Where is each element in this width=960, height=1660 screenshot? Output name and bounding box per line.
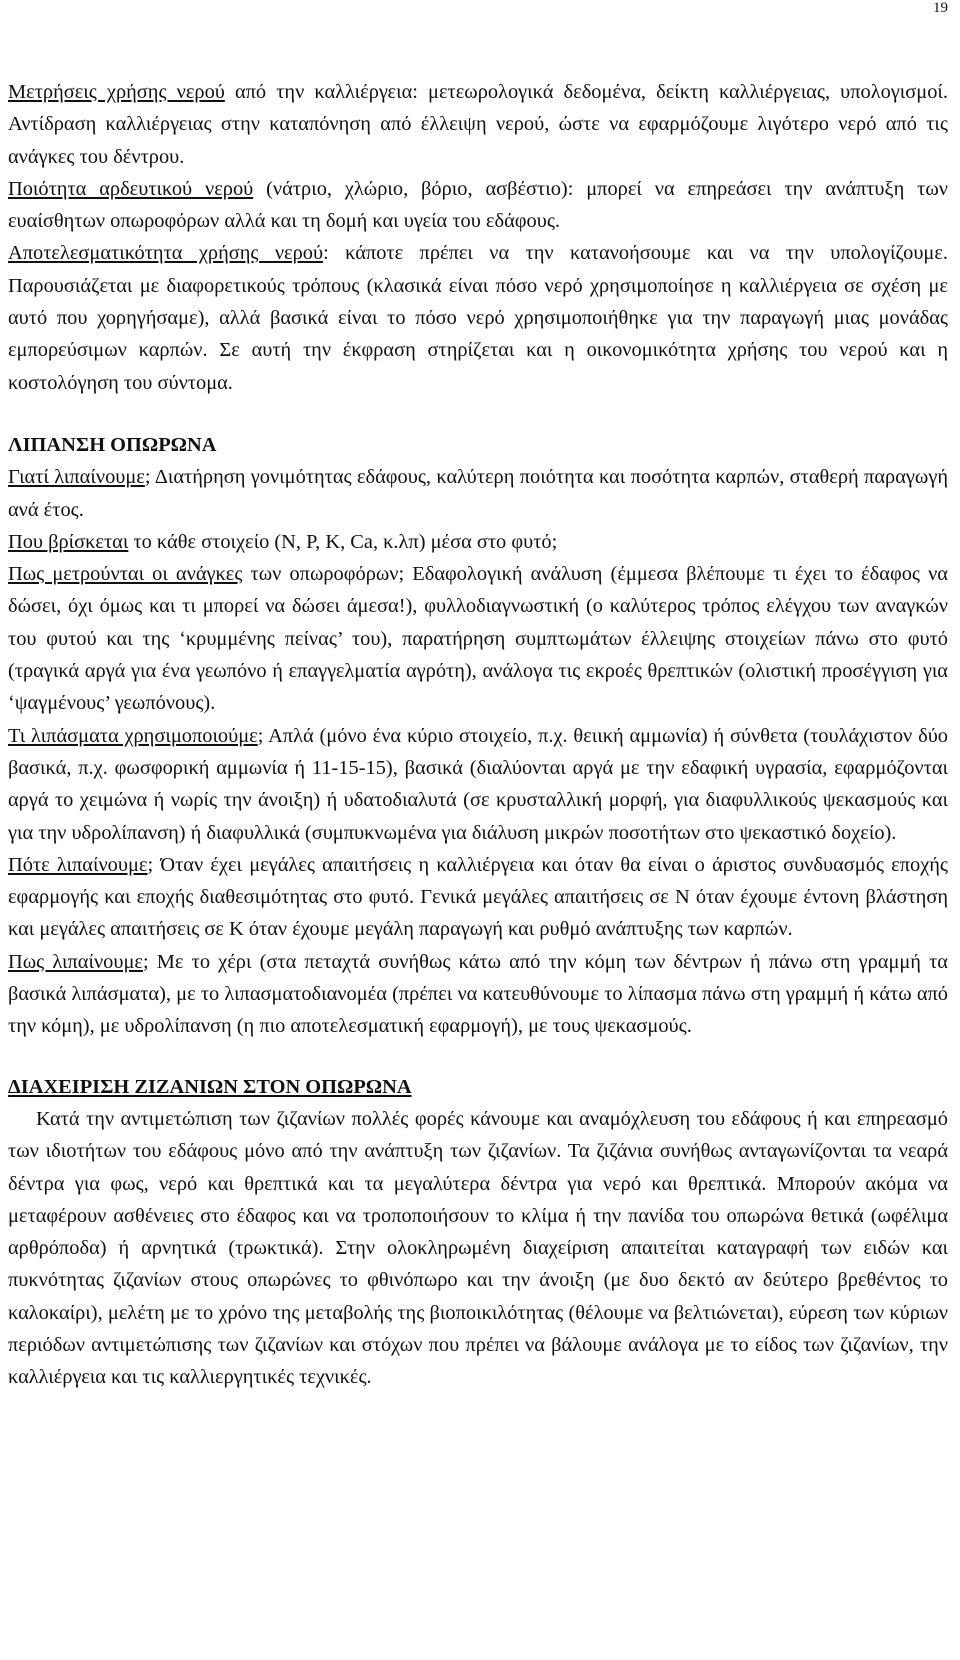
paragraph: [8, 76, 948, 173]
paragraph-text: των οπωροφόρων; Εδαφολογική ανάλυση (έμμεσα βλέπουμε τι έχει το έδαφος να δώσει, όχι όμως και τι μπορεί να δώσει άμεσα!), φυλλοδιαγνωστική (ο καλύτερος τρόπος ελέγχου των αναγκών του φυτού και της ‘κρυμμένης πείνας’ του), παρατήρηση συμπτωμάτων έλλειψης στοιχείων πάνω στο φυτό (τραγικά αργά για ένα γεωπόνο ή επαγγελματία αγρότη), ανάλογα τις εκροές θρεπτικών (ολιστική προσέγγιση για ‘ψαγμένους’ γεωπόνους).: [8, 563, 948, 715]
weed-management-section: [8, 1071, 948, 1394]
underlined-term: Πως μετρούνται οι ανάγκες: [8, 563, 243, 586]
underlined-term: Που βρίσκεται: [8, 530, 129, 553]
underlined-term: Ποιότητα αρδευτικού νερού: [8, 177, 254, 200]
page-number: 19: [933, 0, 948, 16]
page-content: [8, 76, 948, 1394]
paragraph-text: ; Όταν έχει μεγάλες απαιτήσεις η καλλιέργεια και όταν θα είναι ο άριστος συνδυασμός εποχής εφαρμογής και εποχής διαθεσιμότητας στο φυτό. Γενικά μεγάλες απαιτήσεις σε Ν όταν έχουμε έντονη βλάστηση και μεγάλες απαιτήσεις σε Κ όταν έχουμε μεγάλη παραγωγή και ρυθμό ανάπτυξης των καρπών.: [8, 853, 948, 941]
fertilization-section: [8, 429, 948, 1043]
paragraph: [8, 237, 948, 398]
paragraph: [8, 461, 948, 526]
paragraph-text: ; Διατήρηση γονιμότητας εδάφους, καλύτερη ποιότητα και ποσότητα καρπών, σταθερή παραγωγή ανά έτος.: [8, 466, 948, 521]
paragraph: [8, 849, 948, 946]
paragraph: [8, 526, 948, 558]
underlined-term: Μετρήσεις χρήσης νερού: [8, 81, 225, 103]
paragraph: [8, 946, 948, 1043]
paragraph: [8, 173, 948, 238]
paragraph: [8, 558, 948, 719]
section-heading: ΔΙΑΧΕΙΡΙΣΗ ΖΙΖΑΝΙΩΝ ΣΤΟΝ ΟΠΩΡΩΝΑ: [8, 1075, 412, 1098]
paragraph-text: ; Απλά (μόνο ένα κύριο στοιχείο, π.χ. θειική αμμωνία) ή σύνθετα (τουλάχιστον δύο βασικά, π.χ. φωσφορική αμμωνία ή 11-15-15), βασικά (διαλύονται αργά με την εδαφική υγρασία, εφαρμόζονται αργά το χειμώνα ή νωρίς την άνοιξη) ή υδατοδιαλυτά (σε κρυσταλλική μορφή, για διαφυλλικούς ψεκασμούς και για την υδρολίπανση) ή διαφυλλικά (συμπυκνωμένα για διάλυση μικρών ποσοτήτων στο ψεκαστικό δοχείο).: [8, 724, 948, 844]
paragraph-text: ; Με το χέρι (στα πεταχτά συνήθως κάτω από την κόμη των δέντρων ή πάνω στη γραμμή τα βασικά λιπάσματα), με το λιπασματοδιανομέα (πρέπει να κατευθύνουμε το λίπασμα πάνω στη γραμμή ή κάτω από την κόμη), με υδρολίπανση (η πιο αποτελεσματική εφαρμογή), με τους ψεκασμούς.: [8, 950, 948, 1038]
underlined-term: Πότε λιπαίνουμε: [8, 853, 148, 876]
paragraph: [8, 720, 948, 849]
underlined-term: Τι λιπάσματα χρησιμοποιούμε: [8, 724, 258, 747]
paragraph-text: το κάθε στοιχείο (N, P, K, Ca, κ.λπ) μέσα στο φυτό;: [128, 530, 558, 553]
underlined-term: Γιατί λιπαίνουμε: [8, 466, 145, 489]
paragraph-text: (νάτριο, χλώριο, βόριο, ασβέστιο): μπορεί να επηρεάσει την ανάπτυξη των ευαίσθητων οπωροφόρων αλλά και τη δομή και υγεία του εδάφους.: [8, 177, 948, 233]
paragraph: Κατά την αντιμετώπιση των ζιζανίων πολλές φορές κάνουμε και αναμόχλευση του εδάφους ή και επηρεασμό των ιδιοτήτων του εδάφους μόνο από την ανάπτυξη των ζιζανίων. Τα ζιζάνια συνήθως ανταγωνίζονται τα νεαρά δέντρα για φως, νερό και θρεπτικά και τα μεγαλύτερα δέντρα για νερό και θρεπτικά. Μπορούν ακόμα να μεταφέρουν ασθένειες στο έδαφος και να τροποποιήσουν το κλίμα ή την πανίδα του οπωρώνα θετικά (ωφέλιμα αρθρόποδα) ή αρνητικά (τρωκτικά). Στην ολοκληρωμένη διαχείριση απαιτείται καταγραφή των ειδών και πυκνότητας ζιζανίων στους οπωρώνες το φθινόπωρο και την άνοιξη (με δυο δεκτό αν δεύτερο βρεθέντος το καλοκαίρι), μελέτη με το χρόνο της μεταβολής της βιοποικιλότητας (θέλουμε να βελτιώνεται), εύρεση των κύριων περιόδων αντιμετώπισης των ζιζανίων και στόχων που πρέπει να βάλουμε ανάλογα με το είδος των ζιζανίων, την καλλιέργεια και τις καλλιεργητικές τεχνικές.: [8, 1107, 948, 1389]
water-use-section: [8, 76, 948, 399]
paragraph-text: από την καλλιέργεια: μετεωρολογικά δεδομένα, δείκτη καλλιέργειας, υπολογισμοί. Αντίδραση καλλιέργειας στην καταπόνηση από έλλειψη νερού, ώστε να εφαρμόζουμε λιγότερο νερό από τις ανάγκες του δέντρου.: [8, 81, 948, 168]
underlined-term: Αποτελεσματικότητα χρήσης νερού: [8, 242, 324, 265]
underlined-term: Πως λιπαίνουμε: [8, 950, 143, 973]
section-heading: ΛΙΠΑΝΣΗ ΟΠΩΡΩΝΑ: [8, 433, 217, 456]
paragraph-text: : κάποτε πρέπει να την κατανοήσουμε και να την υπολογίζουμε. Παρουσιάζεται με διαφορετικούς τρόπους (κλασικά είναι πόσο νερό χρησιμοποίησε η καλλιέργεια σε σχέση με αυτό που χορηγήσαμε), αλλά βασικά είναι το πόσο νερό χρησιμοποιήθηκε για την παραγωγή μιας μονάδας εμπορεύσιμων καρπών. Σε αυτή την έκφραση στηρίζεται και η οικονομικότητα χρήσης του νερού και η κοστολόγηση του σύντομα.: [8, 242, 949, 394]
